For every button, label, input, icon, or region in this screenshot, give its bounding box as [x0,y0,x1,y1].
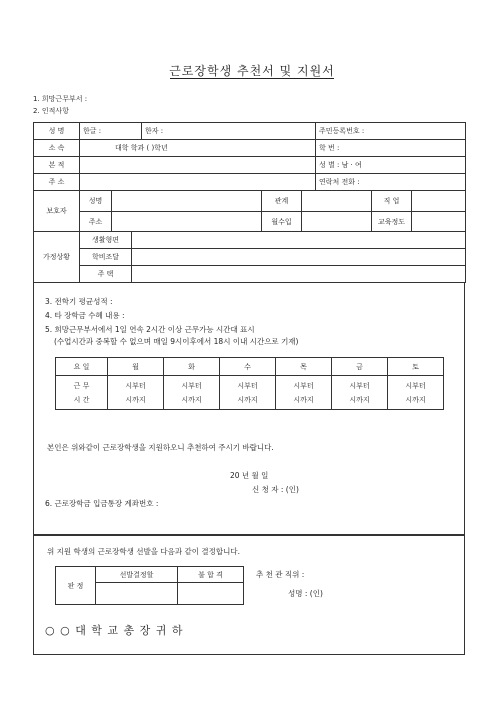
address-field[interactable] [80,174,316,191]
guardian-address-field[interactable] [112,212,262,232]
guardian-table [33,190,466,232]
day-wed: 수 [220,358,276,376]
page-title: 근로장학생 추천서 및 지원서 [169,64,335,78]
guardian-income-field[interactable] [302,212,372,232]
decision-intro: 위 지원 학생의 근로장학생 선발을 다음과 같이 결정합니다. [47,547,240,556]
time-cell-fri[interactable] [332,376,388,410]
gender-field[interactable]: 성 별 : 남 · 여 [316,157,466,174]
living-field[interactable] [132,232,466,249]
time-from: 시부터 [237,381,258,390]
housing-field[interactable] [132,266,466,283]
day-fri: 금 [332,358,388,376]
time-cell-sat[interactable] [388,376,444,410]
guardian-job-label: 직 업 [372,191,412,212]
decision-table [55,566,244,605]
guardian-relation-field[interactable] [302,191,372,212]
bank-account-field: 6. 근로장학금 입금통장 계좌번호 : [45,499,159,508]
time-from: 시부터 [293,381,314,390]
guardian-education-field[interactable] [412,212,466,232]
guardian-job-field[interactable] [412,191,466,212]
guardian-name-field[interactable] [112,191,262,212]
work-time-label-line1: 근 무 [73,381,90,390]
origin-field[interactable] [80,157,316,174]
time-from: 시부터 [349,381,370,390]
living-label: 생활형편 [80,232,132,249]
date-line: 20 년 월 일 [230,471,269,480]
tuition-field[interactable] [132,249,466,266]
time-to: 시까지 [293,395,314,404]
day-sat: 토 [388,358,444,376]
personal-info-table [33,122,466,191]
time-to: 시까지 [237,395,258,404]
pledge-text: 본인은 위와같이 근로장학생을 지원하오니 추천하여 주시기 바랍니다. [47,443,274,452]
selected-cell[interactable] [96,583,178,605]
guardian-income-label: 월수입 [262,212,302,232]
item-work-hours: 5. 희망근무부서에서 1일 연속 2시간 이상 근무가능 시간대 표시 [45,325,255,334]
title-underline [170,78,334,79]
origin-label: 본 적 [34,157,80,174]
affiliation-label: 소 속 [34,140,80,157]
weekday-header: 요 일 [56,358,108,376]
schedule-table [55,357,444,410]
selected-header: 선발결정할 [96,567,178,583]
recommender-position: 추 천 관 직위 : [256,570,305,579]
time-to: 시까지 [181,395,202,404]
item-other-scholarship: 4. 타 장학금 수혜 내용 : [45,311,125,320]
item-gpa: 3. 전학기 평균성적 : [45,297,113,306]
guardian-label: 보호자 [34,191,80,232]
addressee-line: ○ ○ 대 학 교 총 장 귀 하 [45,624,184,637]
item-work-hours-note: (수업시간과 중복할 수 없으며 매일 9시이후에서 18시 이내 시간으로 기재) [54,337,299,346]
family-label: 가정상황 [34,232,80,283]
time-from: 시부터 [181,381,202,390]
time-to: 시까지 [125,395,146,404]
day-mon: 월 [108,358,164,376]
guardian-address-label: 주소 [80,212,112,232]
applicant-signature: 신 청 자 : (인) [252,485,299,494]
name-korean-field[interactable]: 한글 : [80,123,142,140]
decision-label: 판 정 [56,567,96,605]
time-to: 시까지 [405,395,426,404]
housing-label: 주 택 [80,266,132,283]
time-cell-wed[interactable] [220,376,276,410]
time-to: 시까지 [349,395,370,404]
rejected-header: 불 합 격 [178,567,244,583]
time-cell-mon[interactable] [108,376,164,410]
tuition-label: 학비조달 [80,249,132,266]
phone-field[interactable]: 연락처 전화 : [316,174,466,191]
day-thu: 목 [276,358,332,376]
family-table [33,231,466,283]
time-from: 시부터 [405,381,426,390]
time-from: 시부터 [125,381,146,390]
time-cell-thu[interactable] [276,376,332,410]
name-label: 성 명 [34,123,80,140]
guardian-name-label: 성명 [80,191,112,212]
guardian-education-label: 교육정도 [372,212,412,232]
affiliation-field[interactable]: 대학 학과 ( )학년 [80,140,316,157]
work-time-label-line2: 시 간 [73,395,90,404]
section-desired-dept: 1. 희망근무부서 : [33,95,88,103]
student-number-field[interactable]: 학 번 : [316,140,466,157]
day-tue: 화 [164,358,220,376]
guardian-relation-label: 관계 [262,191,302,212]
work-time-label [56,376,108,410]
rejected-cell[interactable] [178,583,244,605]
address-label: 주 소 [34,174,80,191]
recommender-signature: 성명 : (인) [288,589,323,598]
resident-number-field[interactable]: 주민등록번호 : [316,123,466,140]
section-personal-info: 2. 인적사항 [33,107,69,115]
time-cell-tue[interactable] [164,376,220,410]
name-hanja-field[interactable]: 한자 : [142,123,316,140]
